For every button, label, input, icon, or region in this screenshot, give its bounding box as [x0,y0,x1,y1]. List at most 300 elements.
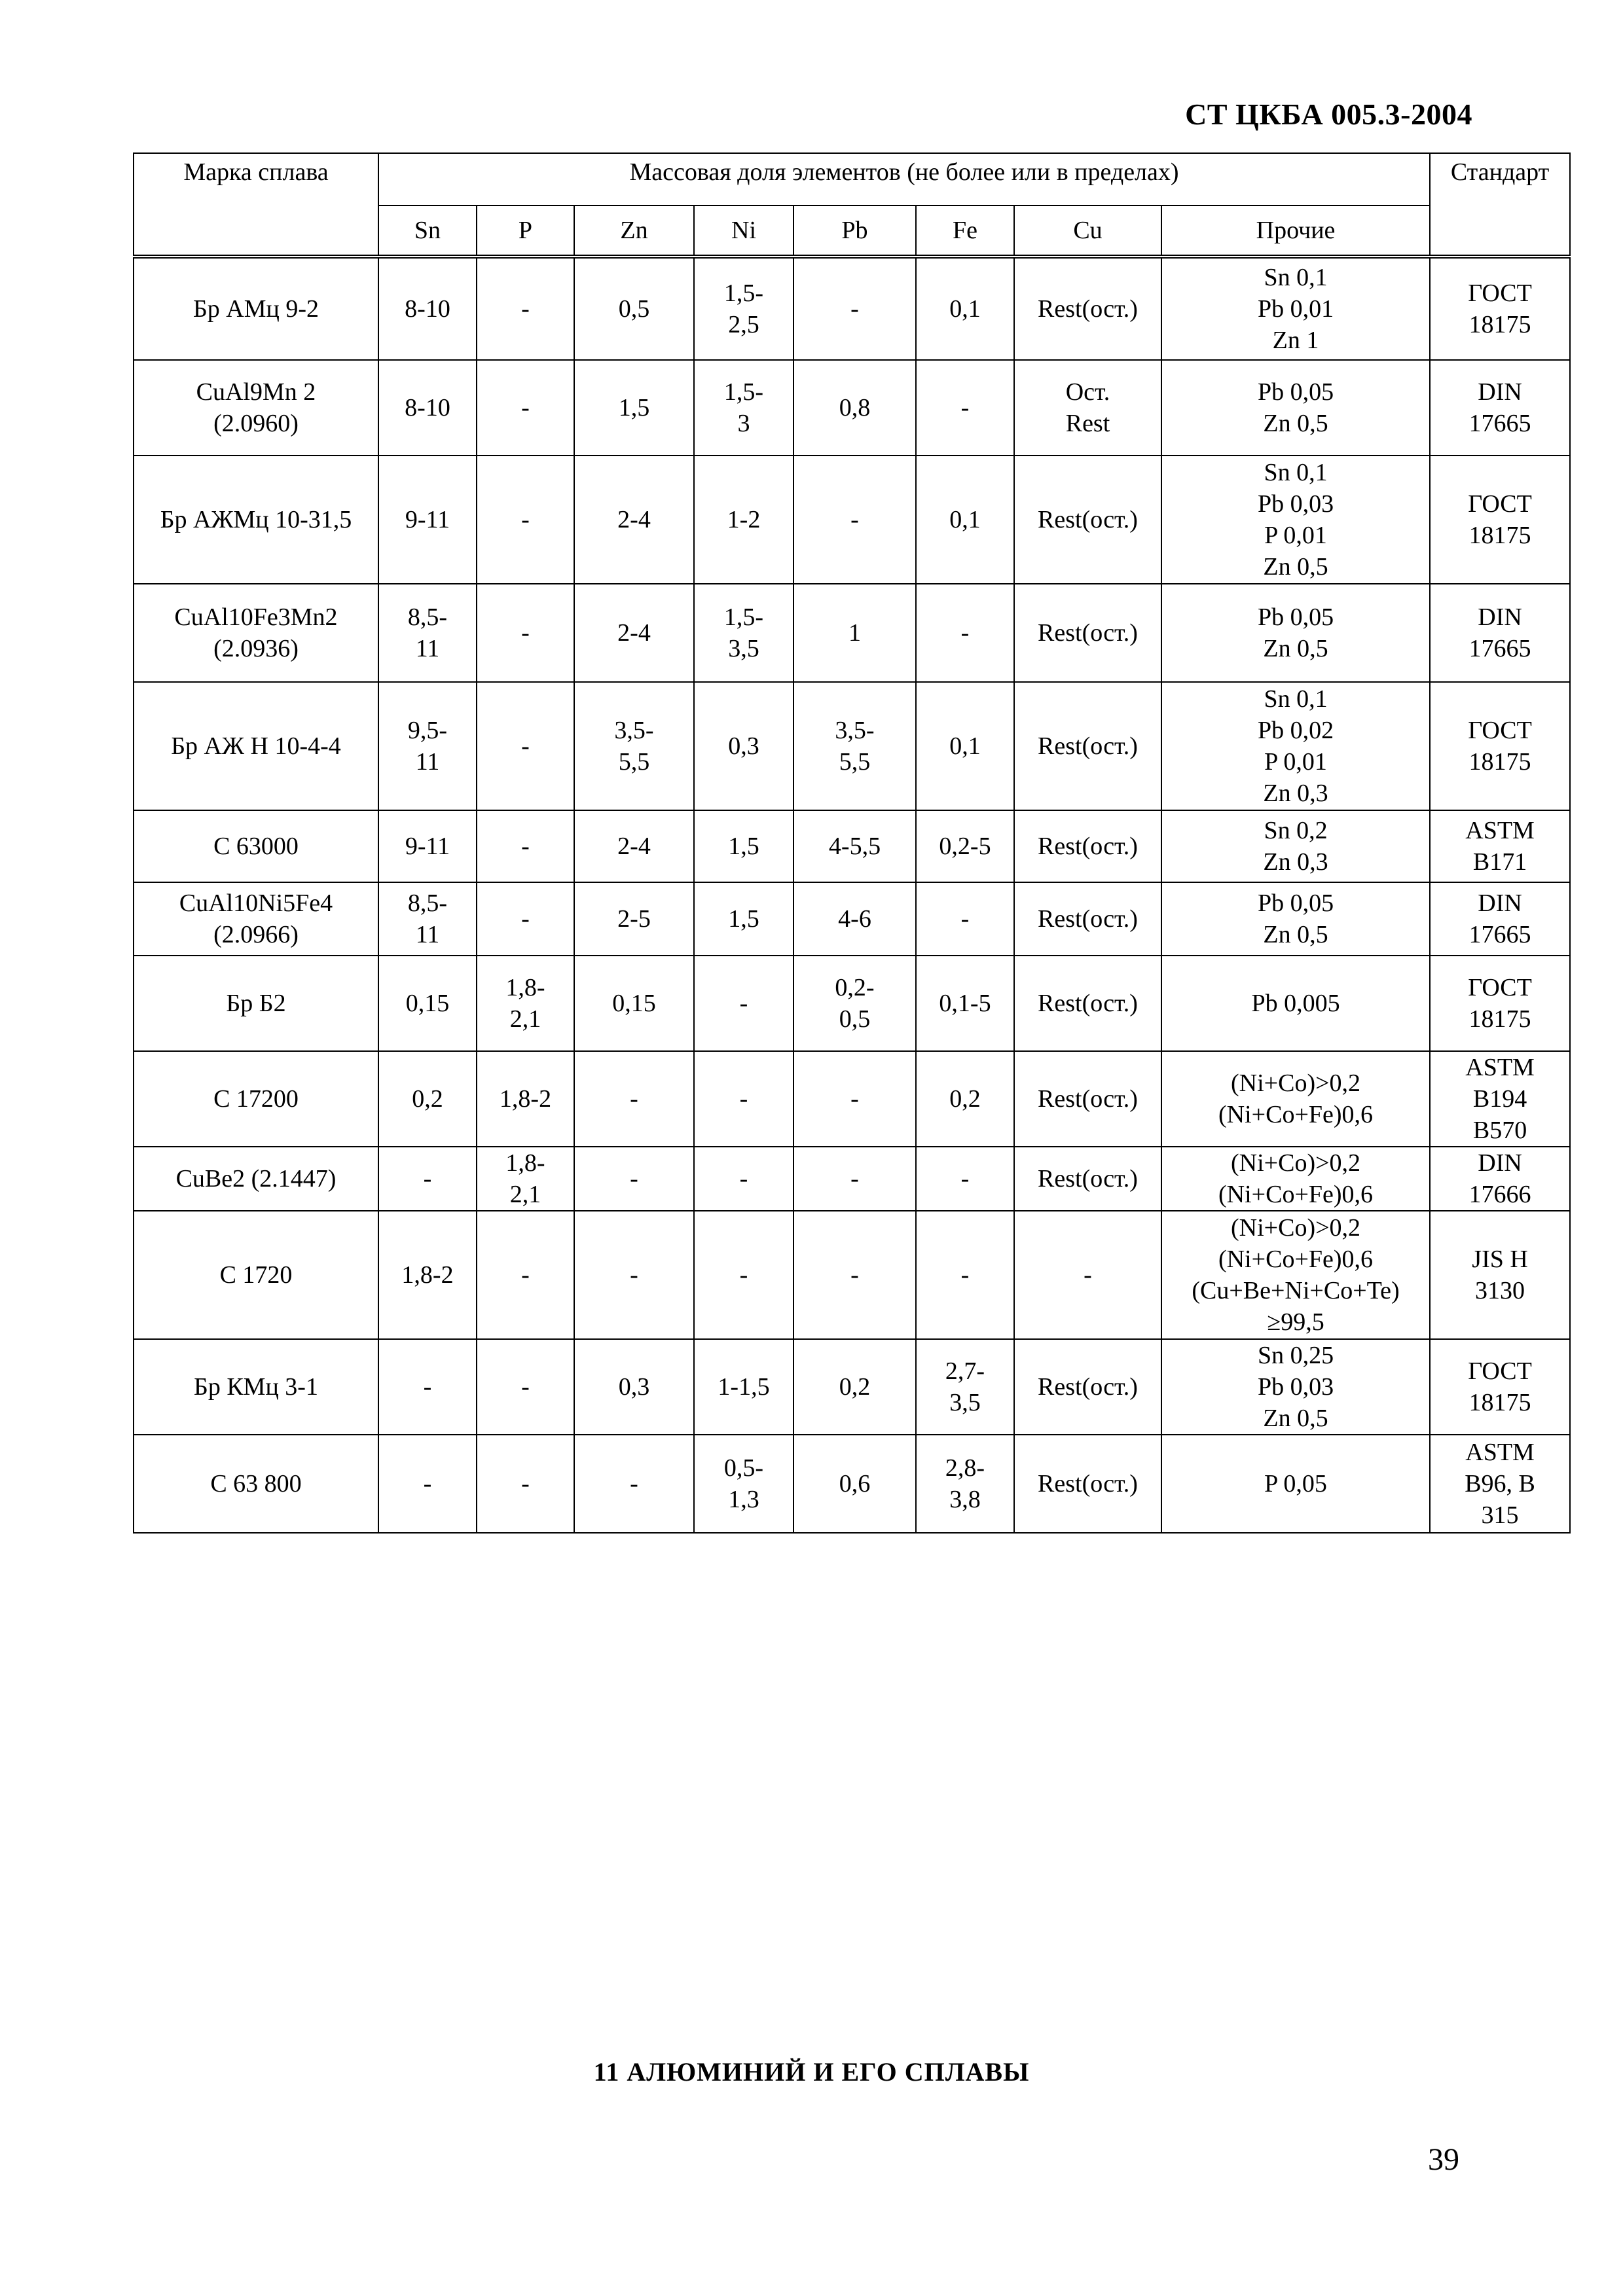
cell-other [1161,810,1430,882]
table-row [134,1211,1570,1339]
cell-line: Pb 0,005 [1251,990,1340,1017]
cell-standard [1430,360,1570,456]
cell-fe [916,1339,1014,1435]
cell-p [477,956,574,1051]
cell-pb [793,1339,916,1435]
cell-sn [378,956,477,1051]
cell-zn [574,360,694,456]
cell-line: 0,8 [839,394,871,422]
cell-sn [378,360,477,456]
cell-zn [574,810,694,882]
cell-line: - [850,506,859,533]
cell-line: - [521,1373,530,1401]
cell-line: (Ni+Co)>0,2 [1231,1214,1361,1242]
cell-line: 8-10 [405,394,450,422]
cell-p [477,882,574,956]
cell-pb [793,1211,916,1339]
cell-line: - [960,1165,970,1193]
cell-line: 2,1 [509,1005,541,1033]
cell-line: ГОСТ [1468,279,1532,307]
cell-line: 1,5- [723,279,764,307]
cell-line: 18175 [1468,1389,1531,1416]
cell-fe [916,584,1014,682]
cell-pb [793,1051,916,1147]
cell-sn [378,1147,477,1211]
cell-ni [694,1147,793,1211]
cell-line: 0,5 [618,295,650,323]
cell-p [477,1435,574,1533]
cell-line: Rest [1065,410,1110,437]
cell-line: 18175 [1468,748,1531,776]
cell-line: - [521,1261,530,1289]
cell-line: ASTM [1465,817,1535,844]
cell-line: - [630,1261,638,1289]
cell-line: Бр АМц 9-2 [192,295,319,323]
cell-other [1161,1211,1430,1339]
cell-line: 0,2 [949,1085,981,1113]
cell-line: CuBe2 (2.1447) [175,1165,337,1193]
cell-line: 2-5 [617,905,651,933]
header-element: Ni [694,206,793,257]
cell-line: Бр Б2 [226,990,286,1017]
cell-pb [793,257,916,360]
cell-sn [378,257,477,360]
table-body [134,257,1570,1533]
cell-standard [1430,1339,1570,1435]
cell-grade [134,257,378,360]
table-row [134,456,1570,584]
cell-fe [916,456,1014,584]
cell-line: Zn 0,3 [1263,780,1328,807]
cell-other [1161,1339,1430,1435]
cell-sn [378,1211,477,1339]
header-element: Fe [916,206,1014,257]
cell-line: Rest(ост.) [1038,1165,1138,1193]
cell-line: Pb 0,05 [1257,378,1334,406]
cell-line: 9,5- [407,717,448,744]
cell-fe [916,1435,1014,1533]
cell-line: Zn 1 [1272,327,1319,354]
cell-line: CuAl9Mn 2 [196,378,316,406]
cell-cu [1014,956,1161,1051]
header-grade: Марка сплава [134,153,378,257]
cell-zn [574,584,694,682]
cell-line: CuAl10Ni5Fe4 [179,889,333,917]
cell-standard [1430,1147,1570,1211]
cell-line: - [630,1165,638,1193]
cell-sn [378,1051,477,1147]
cell-ni [694,682,793,810]
cell-line: Rest(ост.) [1038,732,1138,760]
cell-ni [694,584,793,682]
cell-line: 1,5- [723,603,764,631]
cell-zn [574,1435,694,1533]
cell-line: (Ni+Co+Fe)0,6 [1218,1246,1374,1273]
cell-line: 3,5 [728,635,759,662]
cell-line: 8,5- [407,889,448,917]
alloy-composition-table [133,152,1571,1534]
cell-p [477,456,574,584]
cell-line: ГОСТ [1468,717,1532,744]
cell-line: Rest(ост.) [1038,295,1138,323]
cell-line: ГОСТ [1468,490,1532,518]
cell-line: Sn 0,1 [1264,459,1328,486]
cell-standard [1430,584,1570,682]
cell-line: (2.0936) [213,635,299,662]
cell-line: (Ni+Co+Fe)0,6 [1218,1181,1374,1208]
cell-other [1161,584,1430,682]
cell-line: (Ni+Co)>0,2 [1231,1069,1361,1097]
table-row [134,1051,1570,1147]
cell-cu [1014,360,1161,456]
cell-line: С 63 800 [210,1470,302,1498]
cell-standard [1430,1211,1570,1339]
cell-cu [1014,456,1161,584]
cell-line: 1,5- [723,378,764,406]
cell-line: 17665 [1468,635,1531,662]
cell-p [477,1147,574,1211]
cell-fe [916,956,1014,1051]
cell-line: 1-1,5 [718,1373,770,1401]
cell-standard [1430,456,1570,584]
cell-pb [793,882,916,956]
cell-line: - [521,619,530,647]
cell-line: P 0,05 [1264,1470,1327,1498]
cell-line: - [423,1373,432,1401]
cell-grade [134,1211,378,1339]
cell-sn [378,584,477,682]
cell-line: (2.0966) [213,921,299,948]
cell-line: 0,2 [412,1085,443,1113]
cell-cu [1014,682,1161,810]
cell-line: - [739,1165,748,1193]
cell-line: Rest(ост.) [1038,1470,1138,1498]
cell-other [1161,882,1430,956]
cell-line: 11 [415,635,440,662]
cell-line: - [630,1085,638,1113]
cell-p [477,1051,574,1147]
cell-line: 0,3 [728,732,759,760]
table-header [134,153,1570,257]
cell-ni [694,257,793,360]
cell-p [477,810,574,882]
cell-line: 17665 [1468,410,1531,437]
cell-line: Pb 0,05 [1257,889,1334,917]
cell-line: Sn 0,1 [1264,264,1328,291]
cell-line: 5,5 [618,748,650,776]
cell-line: 11 [415,748,440,776]
cell-other [1161,456,1430,584]
cell-line: 1,8-2 [401,1261,454,1289]
cell-zn [574,456,694,584]
cell-grade [134,682,378,810]
cell-grade [134,1435,378,1533]
cell-zn [574,257,694,360]
cell-standard [1430,1435,1570,1533]
cell-cu [1014,1339,1161,1435]
table-row [134,257,1570,360]
cell-line: 18175 [1468,522,1531,549]
cell-pb [793,1147,916,1211]
cell-sn [378,882,477,956]
cell-cu [1014,1051,1161,1147]
cell-line: 1,8-2 [499,1085,552,1113]
cell-standard [1430,682,1570,810]
cell-standard [1430,257,1570,360]
cell-grade [134,1339,378,1435]
cell-line: 4-5,5 [828,833,881,860]
cell-standard [1430,956,1570,1051]
cell-line: 0,1 [949,506,981,533]
cell-line: 1,5 [728,905,759,933]
cell-line: - [739,990,748,1017]
table-row [134,360,1570,456]
cell-line: P 0,01 [1264,748,1327,776]
cell-fe [916,882,1014,956]
cell-line: 17666 [1468,1181,1531,1208]
cell-cu [1014,1147,1161,1211]
cell-line: Rest(ост.) [1038,905,1138,933]
header-element: Pb [793,206,916,257]
table-row [134,1147,1570,1211]
cell-line: - [521,295,530,323]
cell-line: ГОСТ [1468,974,1532,1001]
cell-p [477,360,574,456]
cell-line: 1,8- [505,974,545,1001]
table-row [134,956,1570,1051]
table-row [134,1339,1570,1435]
cell-line: - [960,1261,970,1289]
cell-line: 3,5- [835,717,875,744]
cell-other [1161,360,1430,456]
cell-line: Zn 0,5 [1263,1405,1328,1432]
cell-line: 0,5 [839,1005,871,1033]
cell-line: 9-11 [405,506,450,533]
cell-standard [1430,1051,1570,1147]
header-element: Zn [574,206,694,257]
cell-zn [574,882,694,956]
section-title: 11 АЛЮМИНИЙ И ЕГО СПЛАВЫ [593,2057,1030,2087]
cell-line: Rest(ост.) [1038,990,1138,1017]
cell-sn [378,1435,477,1533]
cell-line: 0,6 [839,1470,871,1498]
cell-line: (Cu+Be+Ni+Co+Te) [1192,1277,1400,1304]
cell-fe [916,810,1014,882]
cell-line: Бр АЖ Н 10-4-4 [171,732,341,760]
cell-line: С 17200 [213,1085,299,1113]
cell-line: 4-6 [838,905,871,933]
cell-line: - [960,619,970,647]
cell-line: 0,15 [612,990,656,1017]
cell-line: 2-4 [617,506,651,533]
cell-p [477,584,574,682]
cell-line: - [739,1085,748,1113]
header-element: Sn [378,206,477,257]
cell-line: 0,1-5 [939,990,991,1017]
cell-line: ≥99,5 [1267,1308,1324,1336]
cell-line: 3130 [1475,1277,1525,1304]
cell-line: DIN [1478,603,1522,631]
cell-line: - [423,1165,432,1193]
cell-ni [694,1211,793,1339]
cell-ni [694,1339,793,1435]
cell-line: Бр АЖМц 10-31,5 [160,506,352,533]
cell-line: 0,15 [405,990,450,1017]
cell-line: - [521,506,530,533]
cell-other [1161,682,1430,810]
cell-line: - [850,1165,859,1193]
header-standard: Стандарт [1430,153,1570,257]
cell-line: Zn 0,5 [1263,635,1328,662]
cell-line: Zn 0,5 [1263,410,1328,437]
cell-other [1161,956,1430,1051]
cell-line: 2,8- [945,1454,985,1482]
cell-other [1161,1051,1430,1147]
cell-line: Pb 0,01 [1257,295,1334,323]
cell-p [477,257,574,360]
cell-ni [694,1435,793,1533]
cell-line: - [521,833,530,860]
cell-sn [378,1339,477,1435]
cell-line: Pb 0,03 [1257,1373,1334,1401]
cell-zn [574,1211,694,1339]
table-row [134,882,1570,956]
cell-line: - [423,1470,432,1498]
cell-fe [916,1147,1014,1211]
cell-line: С 1720 [219,1261,293,1289]
cell-line: 1,5 [618,394,650,422]
cell-line: 3 [737,410,750,437]
cell-pb [793,810,916,882]
cell-line: DIN [1478,378,1522,406]
page-number: 39 [1428,2142,1459,2177]
cell-grade [134,456,378,584]
cell-line: 18175 [1468,1005,1531,1033]
cell-line: - [960,394,970,422]
cell-line: - [521,732,530,760]
cell-line: Pb 0,02 [1257,717,1334,744]
cell-line: ASTM [1465,1439,1535,1466]
cell-pb [793,360,916,456]
cell-cu [1014,810,1161,882]
cell-ni [694,956,793,1051]
cell-line: Rest(ост.) [1038,1085,1138,1113]
cell-line: Rest(ост.) [1038,506,1138,533]
cell-line: - [521,394,530,422]
header-element: Cu [1014,206,1161,257]
cell-line: 18175 [1468,311,1531,338]
cell-line: - [850,1085,859,1113]
cell-line: Rest(ост.) [1038,833,1138,860]
cell-line: CuAl10Fe3Mn2 [174,603,338,631]
cell-line: 0,2 [839,1373,871,1401]
cell-line: Zn 0,5 [1263,553,1328,581]
cell-line: 1 [848,619,861,647]
cell-zn [574,1147,694,1211]
cell-cu [1014,1211,1161,1339]
cell-pb [793,682,916,810]
cell-zn [574,1339,694,1435]
cell-grade [134,1147,378,1211]
cell-standard [1430,810,1570,882]
table-row [134,682,1570,810]
cell-line: 8-10 [405,295,450,323]
cell-line: Pb 0,03 [1257,490,1334,518]
cell-line: ГОСТ [1468,1357,1532,1385]
cell-grade [134,810,378,882]
cell-line: B194 [1472,1085,1527,1113]
cell-ni [694,456,793,584]
cell-cu [1014,1435,1161,1533]
cell-line: 0,5- [723,1454,764,1482]
cell-ni [694,360,793,456]
cell-line: 2,7- [945,1357,985,1385]
cell-sn [378,810,477,882]
cell-line: B171 [1472,848,1527,876]
cell-sn [378,456,477,584]
cell-line: P 0,01 [1264,522,1327,549]
cell-line: Ост. [1065,378,1110,406]
cell-zn [574,1051,694,1147]
cell-line: Rest(ост.) [1038,1373,1138,1401]
cell-grade [134,882,378,956]
cell-line: 1,5 [728,833,759,860]
cell-line: - [521,905,530,933]
cell-pb [793,584,916,682]
cell-line: - [850,295,859,323]
cell-line: Zn 0,5 [1263,921,1328,948]
cell-line: 2,1 [509,1181,541,1208]
header-element: P [477,206,574,257]
cell-line: 0,1 [949,295,981,323]
cell-line: 3,8 [949,1486,981,1513]
header-element: Прочие [1161,206,1430,257]
cell-other [1161,257,1430,360]
cell-line: B570 [1472,1117,1527,1144]
cell-line: JIS H [1472,1246,1528,1273]
cell-cu [1014,257,1161,360]
cell-grade [134,584,378,682]
cell-sn [378,682,477,810]
cell-line: (Ni+Co)>0,2 [1231,1149,1361,1177]
table-row [134,584,1570,682]
cell-line: DIN [1478,1149,1522,1177]
cell-line: B96, B [1465,1470,1535,1498]
cell-pb [793,956,916,1051]
cell-fe [916,360,1014,456]
cell-fe [916,1211,1014,1339]
cell-cu [1014,882,1161,956]
cell-line: 1,8- [505,1149,545,1177]
cell-ni [694,1051,793,1147]
cell-line: 3,5 [949,1389,981,1416]
cell-line: - [521,1470,530,1498]
cell-fe [916,1051,1014,1147]
cell-ni [694,810,793,882]
cell-grade [134,1051,378,1147]
cell-line: 5,5 [839,748,871,776]
cell-line: Sn 0,25 [1257,1342,1334,1369]
cell-zn [574,682,694,810]
cell-pb [793,1435,916,1533]
cell-line: 0,3 [618,1373,650,1401]
header-mass-fraction: Массовая доля элементов (не более или в пределах) [378,153,1430,206]
cell-zn [574,956,694,1051]
cell-line: - [850,1261,859,1289]
cell-cu [1014,584,1161,682]
cell-line: ASTM [1465,1054,1535,1081]
cell-other [1161,1147,1430,1211]
